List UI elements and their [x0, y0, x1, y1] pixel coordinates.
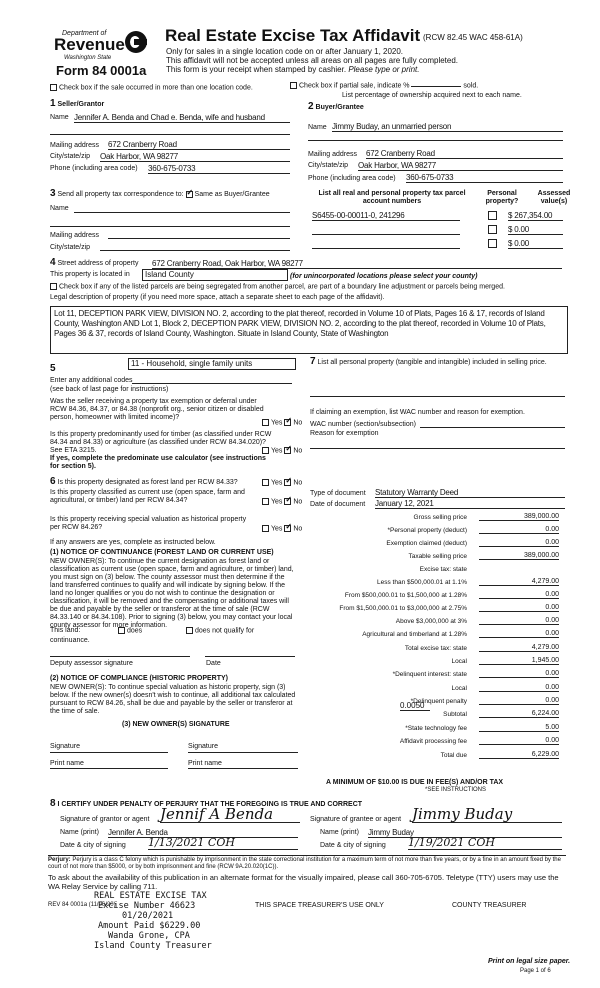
segregated-check[interactable]: Check box if any of the listed parcels are being segregated from another parcel, are part of a boundary line adjustment or parcels being merged.	[50, 283, 505, 291]
additional-codes-label: Enter any additional codes	[50, 377, 133, 384]
section3-name-line	[74, 212, 290, 213]
notice1-title: (1) NOTICE OF CONTINUANCE (FOREST LAND OR CURRENT USE)	[50, 549, 274, 556]
assessed-value[interactable]: $ 267,354.00	[508, 211, 563, 221]
inquire-text: To ask about the availability of this publication in an alternate format for the visually impaired, please call 360-705-6705. Teletype (TTY) users may use the WA Relay Service by calling 711.	[48, 873, 559, 891]
calc-label: Above $3,000,000 at 3%	[395, 618, 467, 625]
calc-label: Excise tax: state	[419, 566, 467, 573]
additional-codes-line	[132, 383, 292, 384]
notice2-title: (2) NOTICE OF COMPLIANCE (HISTORIC PROPERTY)	[50, 675, 228, 682]
print-line-1	[50, 768, 168, 769]
parcel-header: List all real and personal property tax parcel account numbers	[318, 190, 466, 205]
calc-label: Total excise tax: state	[404, 645, 467, 652]
personal-property-check[interactable]	[488, 239, 497, 248]
calc-row	[310, 553, 562, 563]
deputy-date-line	[205, 656, 295, 657]
calc-row	[310, 658, 562, 668]
calc-value[interactable]: 0.00	[479, 670, 559, 678]
q-timber-note: If yes, complete the predominate use calculator (see instructions for section 5).	[50, 455, 266, 470]
stamp-line6: Island County Treasurer	[94, 941, 212, 951]
calc-value[interactable]: 0.00	[479, 604, 559, 612]
q-historic: Is this property receiving special valuation as historical property per RCW 84.26?	[50, 516, 247, 531]
section3-name-label: Name	[50, 205, 69, 212]
seller-heading: 1 Seller/Grantor	[50, 98, 105, 109]
print-name-label-1: Print name	[50, 760, 84, 767]
page-number: Page 1 of 6	[520, 968, 551, 974]
grantee-date-city[interactable]: 1/19/2021 COH	[408, 836, 562, 850]
parcel-row	[310, 225, 570, 237]
section3-name-line2	[50, 226, 290, 227]
grantor-signature[interactable]: Jennif A Benda	[160, 806, 300, 823]
stamp-line4: Amount Paid $6229.00	[98, 921, 201, 931]
legal-description[interactable]: Lot 11, DECEPTION PARK VIEW, DIVISION NO. 2, according to the plat thereof, recorded in Volume 10 of Plats, Pages 16 & 17, records of Island County, Washington AND Lot 1, Block 2, DECEPTION PARK VIEW, DIVISION NO. 2, according to the plat thereof, recorded in Volume 10 of Plats, Pages 36 & 37, records of Island County, Washington. Situate in Island County, State of Washington	[50, 306, 568, 354]
wac-label: WAC number (section/subsection)	[310, 421, 416, 428]
deputy-date-label: Date	[206, 660, 221, 667]
stamp-line3: 01/20/2021	[122, 911, 174, 921]
calc-value[interactable]: 0.00	[479, 617, 559, 625]
seller-phone[interactable]: 360-675-0733	[148, 164, 290, 174]
calc-row	[310, 605, 562, 615]
parcel-row	[310, 211, 570, 223]
calc-label: *State technology fee	[405, 725, 467, 732]
calc-row	[310, 566, 562, 576]
print-name-label-2: Print name	[188, 760, 222, 767]
notice1-text: NEW OWNER(S): To continue the current designation as forest land or classification as current use (open space, farm and agriculture, or timber) land, you must sign on (3) below. The county assessor must then determine if the land transferred continues to qualify and will indicate by signing below. If the land no longer qualifies or you do not wish to continue the designation or classification, it will be removed and the compensating or additional taxes will be due and payable by the seller or transferor at the time of sale (RCW 84.33.140 or 84.34.108). Prior to signing (3) below, you may contact your local county assessor for more information.	[50, 558, 294, 629]
seller-city[interactable]: Oak Harbor, WA 98277	[100, 152, 290, 162]
calc-value[interactable]: 1,945.00	[479, 657, 559, 665]
doc-type-label: Type of document	[310, 490, 366, 497]
section3-city-line	[100, 250, 290, 251]
calc-value[interactable]: 6,224.00	[479, 710, 559, 718]
section3-mail-label: Mailing address	[50, 232, 100, 239]
buyer-name-label: Name	[308, 124, 327, 131]
stamp-line2: Excise Number 46623	[98, 901, 196, 911]
sig-label-1: Signature	[50, 743, 80, 750]
parcel-number-line	[312, 248, 460, 249]
calc-row	[310, 698, 562, 708]
buyer-phone[interactable]: 360-675-0733	[406, 173, 563, 183]
calc-value[interactable]: 389,000.00	[479, 513, 559, 521]
q-forest: 6 Is this property designated as forest land per RCW 84.33?	[50, 476, 238, 487]
buyer-section	[308, 98, 563, 188]
header-line2: This affidavit will not be accepted unless all areas on all pages are fully completed.	[166, 56, 459, 65]
grantee-date-label: Date & city of signing	[320, 842, 386, 849]
calc-value[interactable]: 4,279.00	[479, 644, 559, 652]
seller-name[interactable]: Jennifer A. Benda and Chad e. Benda, wife and husband	[74, 113, 290, 123]
header-line1: Only for sales in a single location code on or after January 1, 2020.	[166, 47, 404, 56]
section3-label: 3 Send all property tax correspondence to: ✓ Same as Buyer/Grantee	[50, 190, 270, 199]
q-historic-answer[interactable]: Yes ✓ No	[262, 525, 302, 533]
buyer-heading: 2 Buyer/Grantee	[308, 101, 364, 112]
calc-value[interactable]: 389,000.00	[479, 552, 559, 560]
dept-line2: Revenue	[54, 35, 125, 54]
seller-mail[interactable]: 672 Cranberry Road	[108, 140, 290, 150]
calc-row	[310, 579, 562, 589]
treasurer-use-only: THIS SPACE TREASURER'S USE ONLY	[255, 902, 384, 909]
parcel-number[interactable]: S6455-00-00011-0, 241296	[312, 211, 460, 221]
personal-header: Personal property?	[485, 190, 519, 205]
rev-number: REV 84 0001a (11/06/20)	[48, 902, 116, 908]
minimum-due: A MINIMUM OF $10.00 IS DUE IN FEE(S) AND/OR TAX	[326, 779, 504, 786]
see-back-text: (see back of last page for instructions)	[50, 386, 169, 393]
this-land-label: This land:	[50, 627, 81, 634]
buyer-city[interactable]: Oak Harbor, WA 98277	[358, 161, 563, 171]
calc-row	[310, 618, 562, 628]
seller-section	[50, 98, 290, 178]
section7-label: 7 List all personal property (tangible and intangible) included in selling price.	[310, 356, 547, 367]
buyer-city-label: City/state/zip	[308, 162, 349, 169]
calc-label: Total due	[440, 752, 467, 759]
calc-row	[310, 514, 562, 524]
calc-label: From $500,000.01 to $1,500,000 at 1.28%	[344, 592, 467, 599]
calc-row	[310, 645, 562, 655]
seller-phone-label: Phone (including area code)	[50, 165, 138, 172]
buyer-mail-label: Mailing address	[308, 151, 358, 158]
q-current-use: Is this property classified as current use (open space, farm and agricultural, or timber) land per RCW 84.34?	[50, 489, 245, 504]
seller-city-label: City/state/zip	[50, 153, 91, 160]
if-yes-text: If any answers are yes, complete as instructed below.	[50, 539, 216, 546]
calc-row	[310, 725, 562, 735]
buyer-mail[interactable]: 672 Cranberry Road	[366, 149, 563, 159]
q-timber: Is this property predominantly used for timber (as classified under RCW 84.34 and 84.33) or agriculture (as classified under RCW 84.34.020)? See ETA 3215.	[50, 431, 272, 454]
grantee-name[interactable]: Jimmy Buday	[368, 828, 562, 838]
print-legal: Print on legal size paper.	[488, 958, 571, 965]
reason-label: Reason for exemption	[310, 430, 379, 437]
wac-line	[420, 427, 565, 428]
calc-row	[310, 685, 562, 695]
calc-label: *Personal property (deduct)	[387, 527, 467, 534]
form-title: Real Estate Excise Tax Affidavit	[165, 26, 421, 45]
grantee-signature[interactable]: Jimmy Buday	[412, 806, 562, 823]
assessed-value[interactable]: $ 0.00	[508, 225, 563, 235]
buyer-phone-label: Phone (including area code)	[308, 175, 396, 182]
calc-value[interactable]: 0.00	[479, 684, 559, 692]
calc-label: From $1,500,000.01 to $3,000,000 at 2.75%	[339, 605, 467, 612]
doc-date-label: Date of document	[310, 501, 366, 508]
calc-row	[310, 631, 562, 641]
multi-location-check[interactable]: Check box if the sale occurred in more than one location code.	[50, 84, 253, 92]
same-as-buyer-check[interactable]	[186, 191, 193, 198]
q-exemption-answer[interactable]: Yes ✓ No	[262, 419, 302, 427]
parcel-row	[310, 239, 570, 251]
partial-sale-check[interactable]: Check box if partial sale, indicate % sold.	[290, 82, 478, 90]
form-number: Form 84 0001a	[56, 63, 147, 78]
stamp-line5: Wanda Grone, CPA	[108, 931, 190, 941]
calc-label: *Delinquent penalty	[410, 698, 467, 705]
treasurer-stamp	[94, 891, 264, 951]
sig-line-2	[188, 752, 298, 753]
calc-value[interactable]: 0.00	[479, 539, 559, 547]
calc-label: Gross selling price	[413, 514, 467, 521]
q-current-use-answer[interactable]: Yes ✓ No	[262, 498, 302, 506]
calc-label: *Delinquent interest: state	[392, 671, 467, 678]
doc-type[interactable]: Statutory Warranty Deed	[375, 488, 565, 498]
grantor-name[interactable]: Jennifer A. Benda	[108, 828, 298, 838]
calc-label: Agricultural and timberland at 1.28%	[362, 631, 467, 638]
partial-list-text: List percentage of ownership acquired next to each name.	[342, 92, 522, 99]
header-line3: This form is your receipt when stamped by cashier. Please type or print.	[166, 65, 420, 74]
certify-text: 8 I CERTIFY UNDER PENALTY OF PERJURY THAT THE FOREGOING IS TRUE AND CORRECT	[50, 798, 363, 809]
calc-label: Subtotal	[443, 711, 467, 718]
grantee-sig-label: Signature of grantee or agent	[310, 816, 402, 823]
print-line-2	[188, 768, 298, 769]
local-rate[interactable]: 0.0050	[400, 702, 430, 711]
calc-label: Exemption claimed (deduct)	[386, 540, 467, 547]
calc-row	[310, 592, 562, 602]
claiming-exemption-text: If claiming an exemption, list WAC number and reason for exemption.	[310, 409, 525, 416]
calc-row	[310, 527, 562, 537]
section3-city-label: City/state/zip	[50, 244, 91, 251]
grantor-date-city[interactable]: 1/13/2021 COH	[148, 836, 298, 850]
calc-label: Less than $500,000.01 at 1.1%	[377, 579, 467, 586]
does-not-check[interactable]: does not qualify for	[186, 627, 254, 635]
continuance-label: continuance.	[50, 637, 90, 644]
buyer-name-line2	[308, 140, 563, 141]
calc-row	[310, 752, 562, 762]
stamp-line1: REAL ESTATE EXCISE TAX	[94, 891, 207, 901]
grantee-name-label: Name (print)	[320, 829, 359, 836]
notice2-text: NEW OWNER(S): To continue special valuation as historic property, sign (3) below. If the new owner(s) doesn't wish to continue, all additional tax calculated pursuant to RCW 84.26, shall be due and payable by the seller or transferor at the time of sale.	[50, 684, 296, 715]
seller-mail-label: Mailing address	[50, 142, 100, 149]
calc-row	[310, 738, 562, 748]
does-check[interactable]: does	[118, 627, 142, 635]
revenue-logo-icon	[125, 31, 147, 53]
reason-line	[310, 448, 565, 449]
calc-value[interactable]: 4,279.00	[479, 578, 559, 586]
new-owner-sig-title: (3) NEW OWNER(S) SIGNATURE	[122, 721, 230, 728]
parcel-number-line	[312, 234, 460, 235]
use-code-select[interactable]: 11 - Household, single family units	[128, 358, 296, 370]
county-treasurer: COUNTY TREASURER	[452, 902, 527, 909]
deputy-label: Deputy assessor signature	[50, 660, 133, 667]
calc-label: Taxable selling price	[408, 553, 467, 560]
calc-label: Local	[451, 685, 467, 692]
personal-property-check[interactable]	[488, 211, 497, 220]
seller-name-line2	[50, 134, 290, 135]
personal-property-check[interactable]	[488, 225, 497, 234]
calc-label: Local	[451, 658, 467, 665]
buyer-name[interactable]: Jimmy Buday, an unmarried person	[332, 122, 563, 132]
calc-value[interactable]: 6,229.00	[479, 751, 559, 759]
dept-line3: Washington State	[64, 55, 112, 61]
street-address[interactable]: 672 Cranberry Road, Oak Harbor, WA 98277	[152, 259, 562, 269]
doc-date[interactable]: January 12, 2021	[375, 499, 565, 509]
dept-line1: Department of	[62, 30, 107, 37]
see-instructions: *SEE INSTRUCTIONS	[425, 787, 487, 793]
calc-row	[310, 540, 562, 550]
calc-value[interactable]: 0.00	[479, 630, 559, 638]
grantor-name-label: Name (print)	[60, 829, 99, 836]
header	[40, 20, 570, 80]
sig-line-1	[50, 752, 168, 753]
seller-name-label: Name	[50, 114, 69, 121]
legal-label: Legal description of property (if you need more space, attach a separate sheet to each page of the affidavit).	[50, 294, 385, 301]
deputy-sig-line	[50, 656, 190, 657]
q-timber-answer[interactable]: Yes ✓ No	[262, 447, 302, 455]
calc-value[interactable]: 0.00	[479, 526, 559, 534]
county-select[interactable]: Island County	[142, 269, 288, 281]
unincorporated-note: (for unincorporated locations please select your county)	[290, 273, 478, 280]
perjury-text: Perjury: Perjury is a class C felony which is punishable by imprisonment in the state correctional institution for a maximum term of not more than five years, or by a fine in an amount fixed by the court of not more than $5000, or by both imprisonment and fine (RCW 9A.20.020(1C)).	[48, 855, 566, 871]
calc-value[interactable]: 0.00	[479, 737, 559, 745]
calc-label: Affidavit processing fee	[399, 738, 467, 745]
rcw-ref: (RCW 82.45 WAC 458-61A)	[423, 33, 523, 42]
section3-mail-line	[108, 238, 290, 239]
q-forest-answer[interactable]: Yes ✓ No	[262, 479, 302, 487]
grantor-sig-label: Signature of grantor or agent	[60, 816, 150, 823]
calc-row	[310, 711, 562, 721]
grantor-date-label: Date & city of signing	[60, 842, 126, 849]
calc-value[interactable]: 0.00	[479, 697, 559, 705]
assessed-header: Assessed value(s)	[537, 190, 571, 205]
personal-property-line	[310, 396, 565, 397]
assessed-value[interactable]: $ 0.00	[508, 239, 563, 249]
calc-value[interactable]: 5.00	[479, 724, 559, 732]
q-exemption: Was the seller receiving a property tax exemption or deferral under RCW 84.36, 84.37, or 84.38 (nonprofit org., senior citizen or disabled person, homeowner with limited income)?	[50, 398, 264, 421]
calc-row	[310, 671, 562, 681]
sig-label-2: Signature	[188, 743, 218, 750]
street-label: 4 Street address of property	[50, 257, 139, 268]
located-label: This property is located in	[50, 271, 130, 278]
calc-value[interactable]: 0.00	[479, 591, 559, 599]
section5-num: 5	[50, 363, 56, 374]
